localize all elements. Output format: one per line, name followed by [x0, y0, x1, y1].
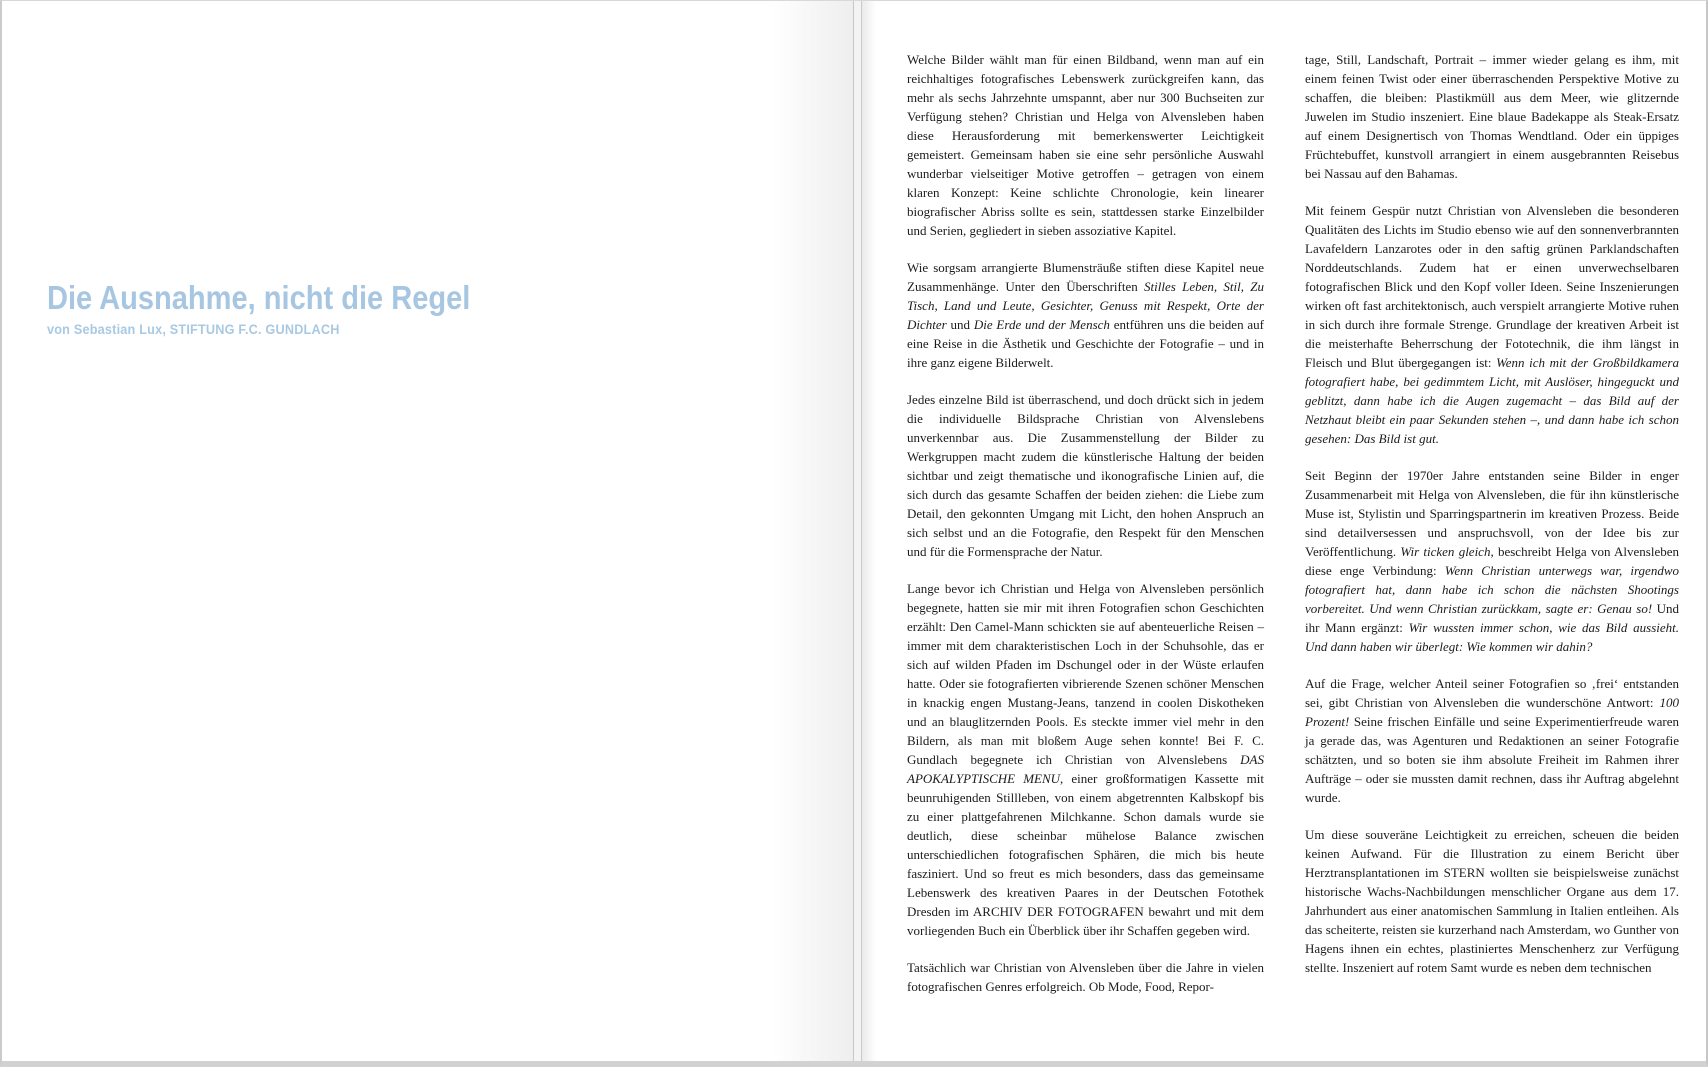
paragraph: Mit feinem Gespür nutzt Christian von Alvensleben die besonderen Qualitäten des Lichts im Studio ebenso wie auf den sonnenverbrannten Lavafeldern Lanzarotes oder in den saftig grünen Parklandschaften Norddeutschlands. Zudem hat er einen unverwechselbaren fotografischen Blick und den Kopf voller Ideen. Seine Inszenierungen wirken oft fast architektonisch, auch verspielt arrangierte Motive ruhen in sich durch ihre formale Strenge. Grundlage der kreativen Arbeit ist die meisterhafte Beherrschung der Fototechnik, die ihm längst in Fleisch und Blut übergegangen ist: Wenn ich mit der Großbildkamera fotografiert habe, bei gedimmtem Licht, mit Auslöser, hingeguckt und geblitzt, dann habe ich die Augen zugemacht – das Bild auf der Netzhaut bleibt ein paar Sekunden stehen –, und dann habe ich schon gesehen: Das Bild ist gut. [1305, 203, 1679, 446]
paragraph: Um diese souveräne Leichtigkeit zu erreichen, scheuen die beiden keinen Aufwand. Für die Illustration zu einem Bericht über Herztransplantationen im STERN wollten sie beispielsweise zunächst historische Wachs-Nachbildungen menschlicher Organe aus dem 17. Jahrhundert aus einer anatomischen Sammlung in Italien entleihen. Als das scheiterte, reisten sie kurzerhand nach Amsterdam, wo Gunther von Hagens ihnen ein echtes, plastiniertes Menschenherz zur Verfügung stellte. Inszeniert auf rotem Samt wurde es neben dem technischen [1305, 827, 1679, 975]
paragraph: Auf die Frage, welcher Anteil seiner Fotografien so ‚frei‘ entstanden sei, gibt Christian von Alvensleben die wunderschöne Antwort: 100 Prozent! Seine frischen Einfälle und seine Experimentierfreude waren ja gerade das, was Agenturen und Redaktionen an seiner Fotografie schätzten, und so boten sie ihm absolute Freiheit im Rahmen ihrer Aufträge – oder sie mussten damit rechnen, dass ihr Auftrag abgelehnt wurde. [1305, 676, 1679, 805]
text-column-2 [1305, 50, 1679, 996]
paragraph: Seit Beginn der 1970er Jahre entstanden seine Bilder in enger Zusammenarbeit mit Helga von Alvensleben, die für ihn künstlerische Muse ist, Stylistin und Sparringspartnerin im kreativen Prozess. Beide sind detailversessen und anspruchsvoll, von der Idee bis zur Veröffentlichung. Wir ticken gleich, beschreibt Helga von Alvensleben diese enge Verbindung: Wenn Christian unterwegs war, irgendwo fotografiert hat, dann habe ich schon die nächsten Shootings vorbereitet. Und wenn Christian zurückkam, sagte er: Genau so! Und ihr Mann ergänzt: Wir wussten immer schon, wie das Bild aussieht. Und dann haben wir überlegt: Wie kommen wir dahin? [1305, 468, 1680, 654]
paragraph: Wie sorgsam arrangierte Blumensträuße stiften diese Kapitel neue Zusammenhänge. Unter den Überschriften Stilles Leben, Stil, Zu Tisch, Land und Leute, Gesichter, Genuss mit Respekt, Orte der Dichter und Die Erde und der Mensch entführen uns die beiden auf eine Reise in die Ästhetik und Geschichte der Fotografie – und in ihre ganz eigene Bilderwelt. [907, 260, 1264, 370]
essay-text-area [907, 50, 1679, 996]
paragraph: Welche Bilder wählt man für einen Bildband, wenn man auf ein reichhaltiges fotografisches Lebenswerk zurückgreifen kann, das mehr als sechs Jahrzehnte umspannt, aber nur 300 Buchseiten zur Verfügung stehen? Christian und Helga von Alvensleben haben diese Herausforderung mit bemerkenswerter Leichtigkeit gemeistert. Gemeinsam haben sie eine sehr persönliche Auswahl wunderbar vielseitiger Motive getroffen – getragen von einem klaren Konzept: Keine schlichte Chronologie, kein linearer biografischer Abriss sollte es sein, stattdessen starke Einzelbilder und Serien, gegliedert in sieben assoziative Kapitel. [907, 52, 1264, 238]
page-right [862, 1, 1706, 1061]
text-column-1 [907, 50, 1264, 996]
paragraph: Tatsächlich war Christian von Alvensleben über die Jahre in vielen fotografischen Genres erfolgreich. Ob Mode, Food, Repor- [907, 960, 1264, 994]
book-gutter [853, 1, 862, 1061]
essay-title: Die Ausnahme, nicht die Regel [47, 279, 471, 316]
title-block [47, 280, 528, 338]
page-left [2, 1, 853, 1061]
paragraph: Lange bevor ich Christian und Helga von Alvensleben persönlich begegnete, hatten sie mir mit ihren Fotografien schon Geschichten erzählt: Den Camel-Mann schickten sie auf abenteuerliche Reisen – immer mit dem charakteristischen Loch in der Schuhsohle, das er sich auf wilden Pfaden im Dschungel oder in der Wüste erlaufen hatte. Oder sie fotografierten vibrierende Szenen schöner Menschen in knackig engen Mustang-Jeans, tanzend in coolen Diskotheken und an blauglitzernden Pools. Es steckte immer viel mehr in den Bildern, als man mit bloßem Auge sehen konnte! Bei F. C. Gundlach begegnete ich Christian von Alvenslebens DAS APOKALYPTISCHE MENU, einer großformatigen Kassette mit beunruhigenden Stillleben, von einem abgetrennten Kalbskopf bis zu einer plattgefahrenen Milchkanne. Schon damals wurde sie deutlich, diese scheinbar mühelose Balance zwischen unterschiedlichen fotografischen Sphären, die mich bis heute fasziniert. Und so freut es mich besonders, dass das gemeinsame Lebenswerk des kreativen Paares in der Deutschen Fotothek Dresden im ARCHIV DER FOTOGRAFEN bewahrt und mit dem vorliegenden Buch ein Überblick über ihr Schaffen gegeben wird. [907, 581, 1264, 938]
paragraph: tage, Still, Landschaft, Portrait – immer wieder gelang es ihm, mit einem feinen Twist oder einer überraschenden Perspektive Motive zu schaffen, die bleiben: Plastikmüll aus dem Meer, wie glitzernde Juwelen im Studio inszeniert. Eine blaue Badekappe als Steak-Ersatz auf einem Designertisch von Thomas Wendtland. Oder ein üppiges Früchtebuffet, kunstvoll arrangiert in einem ausgebrannten Reisebus bei Nassau auf den Bahamas. [1305, 52, 1679, 181]
paragraph: Jedes einzelne Bild ist überraschend, und doch drückt sich in jedem die individuelle Bildsprache Christian von Alvenslebens unverkennbar aus. Die Zusammenstellung der Bilder zu Werkgruppen macht zudem die künstlerische Haltung der beiden sichtbar und zeigt thematische und ikonografische Linien auf, die sich durch das gesamte Schaffen der beiden ziehen: die Liebe zum Detail, den gekonnten Umgang mit Licht, den hohen Anspruch an sich selbst und an die Fotografie, den Respekt für den Menschen und für die Formensprache der Natur. [907, 392, 1264, 559]
essay-byline: von Sebastian Lux, STIFTUNG F.C. GUNDLACH [47, 322, 340, 337]
